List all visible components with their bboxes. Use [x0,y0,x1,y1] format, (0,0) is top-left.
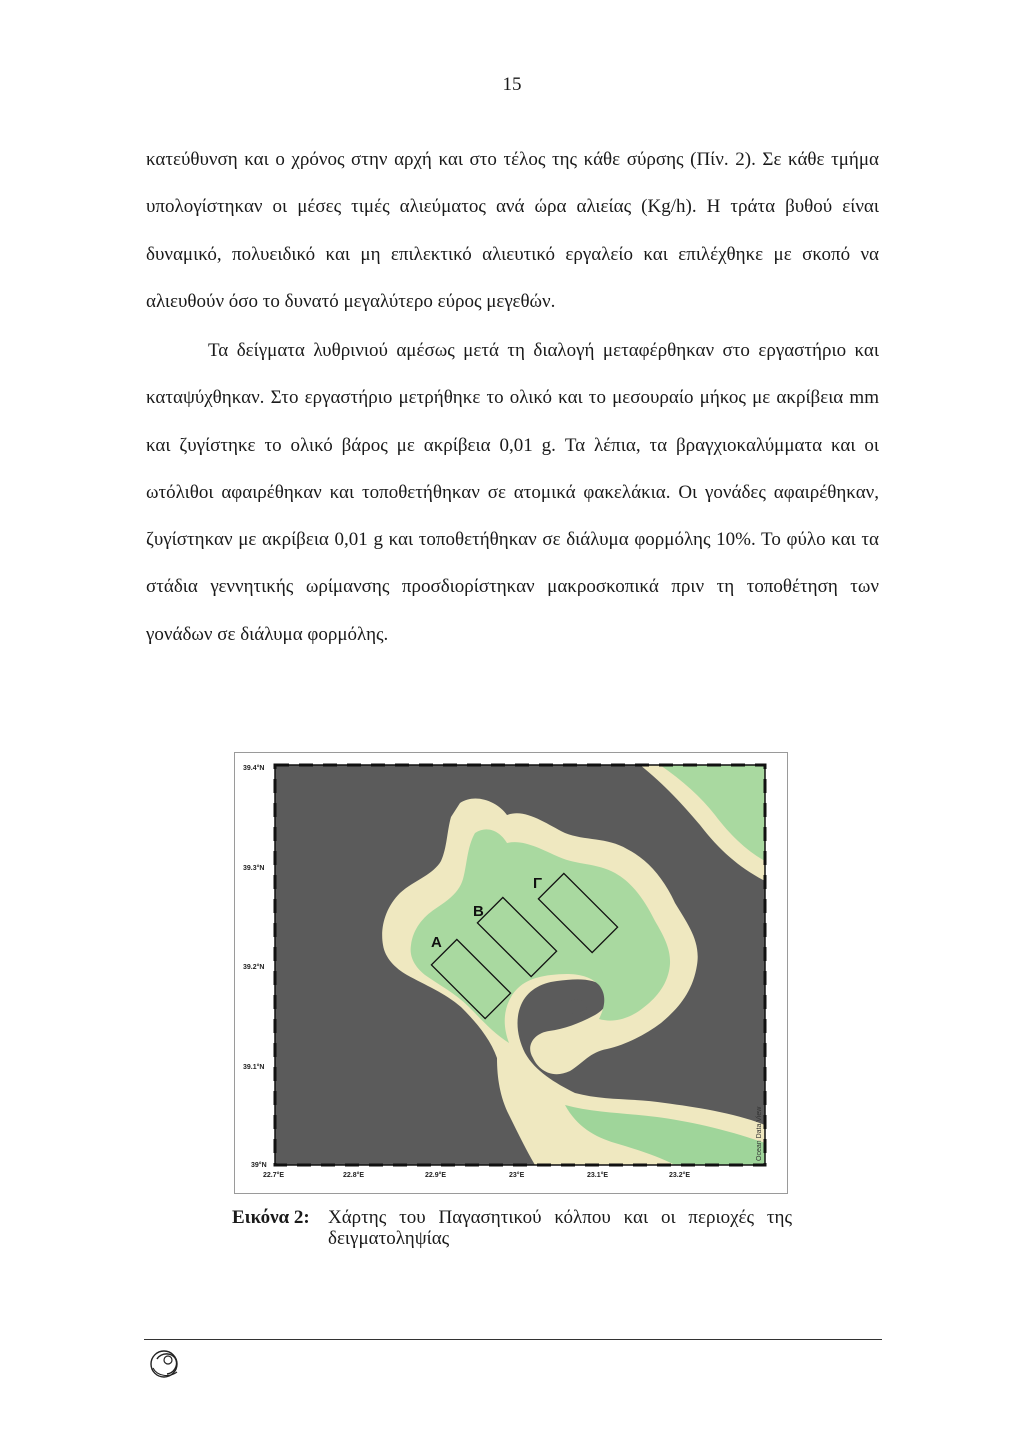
area-label-a: Α [431,934,442,951]
lat-label-39-2: 39.2°N [243,964,265,971]
lon-label-23-1: 23.1°E [587,1172,609,1179]
paragraph-2 [146,327,879,658]
lon-label-23: 23°E [509,1172,525,1179]
lat-label-39-1: 39.1°N [243,1064,265,1071]
lat-label-39-3: 39.3°N [243,865,265,872]
figure-caption [232,1207,792,1249]
lon-label-23-2: 23.2°E [669,1172,691,1179]
map-figure [234,752,788,1194]
paragraph-1 [146,136,879,325]
caption-text-line-2: δειγματοληψίας [328,1228,450,1249]
page-number: 15 [502,74,522,95]
lon-label-22-9: 22.9°E [425,1172,447,1179]
circular-emblem-icon [147,1346,187,1382]
ocean-data-view-watermark: Ocean Data View [756,1106,763,1161]
caption-text-line-1: Χάρτης του Παγασητικού κόλπου και οι περιοχές της [328,1207,792,1228]
lat-label-39-0: 39°N [251,1162,267,1169]
lon-label-22-7: 22.7°E [263,1172,285,1179]
paragraph-2-text: Τα δείγματα λυθρινιού αμέσως μετά τη διαλογή μεταφέρθηκαν στο εργαστήριο και καταψύχθηκαν. Στο εργαστήριο μετρήθηκε το ολικό και το μεσουραίο μήκος με ακρίβεια mm και ζυγίστηκε το ολικό βάρος με ακρίβεια 0,01 g. Τα λέπια, τα βραγχιοκαλύμματα και οι ωτόλιθοι αφαιρέθηκαν και τοποθετήθηκαν σε ατομικά φακελάκια. Οι γονάδες αφαιρέθηκαν, ζυγίστηκαν με ακρίβεια 0,01 g και τοποθετήθηκαν σε διάλυμα φορμόλης 10%. Το φύλο και τα στάδια γεννητικής ωρίμανσης προσδιορίστηκαν μακροσκοπικά πριν τη τοποθέτηση των γονάδων σε διάλυμα φορμόλης. [146,340,879,645]
area-label-b: Β [473,903,484,920]
caption-label: Εικόνα 2: [232,1207,310,1228]
area-label-c: Γ [533,875,543,892]
lon-label-22-8: 22.8°E [343,1172,365,1179]
footer-divider [144,1339,882,1340]
pagasitikos-map [235,753,789,1195]
paragraph-1-text: κατεύθυνση και ο χρόνος στην αρχή και στο τέλος της κάθε σύρσης (Πίν. 2). Σε κάθε τμήμα υπολογίστηκαν οι μέσες τιμές αλιεύματος ανά ώρα αλιείας (Kg/h). Η τράτα βυθού είναι δυναμικό, πολυειδικό και μη επιλεκτικό αλιευτικό εργαλείο και επιλέχθηκε με σκοπό να αλιευθούν όσο το δυνατό μεγαλύτερο εύρος μεγεθών. [146,149,879,312]
lat-label-39-4: 39.4°N [243,765,265,772]
caption-row-1 [232,1207,792,1228]
